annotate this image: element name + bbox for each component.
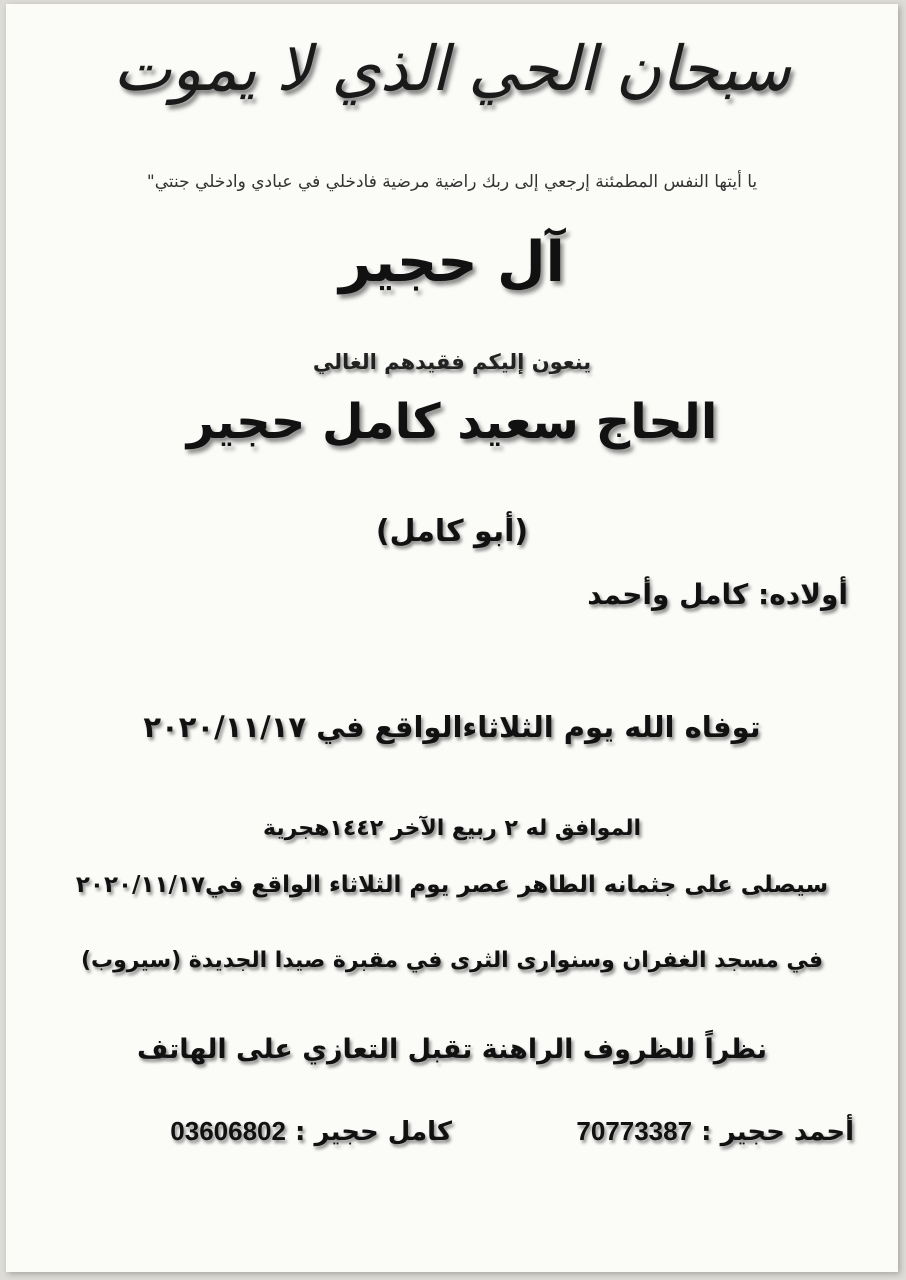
announcement-text: ينعون إليكم فقيدهم الغالي bbox=[312, 350, 592, 374]
contact-kamel-phone[interactable]: 03606802 bbox=[170, 1116, 286, 1146]
family-name: آل حجير bbox=[339, 230, 565, 295]
contact-kamel-label: كامل حجير : bbox=[295, 1117, 452, 1147]
contact-ahmad-phone[interactable]: 70773387 bbox=[576, 1116, 693, 1146]
contact-ahmad-label: أحمد حجير : bbox=[701, 1117, 854, 1147]
deceased-name: الحاج سعيد كامل حجير bbox=[186, 394, 718, 450]
burial-text: في مسجد الغفران وسنوارى الثرى في مقبرة صيدا الجديدة (سيروب) bbox=[80, 948, 824, 973]
funeral-prayer-text: سيصلى على جثمانه الطاهر عصر يوم الثلاثاء الواقع في٢٠٢٠/١١/١٧ bbox=[75, 872, 829, 898]
hijri-date-text: الموافق له ٢ ربيع الآخر ١٤٤٢هجرية bbox=[263, 816, 641, 841]
obituary-paper bbox=[6, 4, 898, 1272]
contact-ahmad bbox=[576, 1116, 854, 1147]
death-date-text: توفاه الله يوم الثلاثاءالواقع في ٢٠٢٠/١١/١٧ bbox=[143, 710, 761, 744]
children-names: أولاده: كامل وأحمد bbox=[587, 578, 848, 611]
condolence-note: نظراً للظروف الراهنة تقبل التعازي على الهاتف bbox=[136, 1034, 768, 1065]
deceased-kunya: (أبو كامل) bbox=[375, 514, 529, 549]
contact-kamel bbox=[170, 1116, 452, 1147]
quran-verse: يا أيتها النفس المطمئنة إرجعي إلى ربك راضية مرضية فادخلي في عبادي وادخلي جنتي" bbox=[146, 172, 758, 192]
calligraphy-heading: سبحان الحي الذي لا يموت bbox=[113, 32, 791, 105]
